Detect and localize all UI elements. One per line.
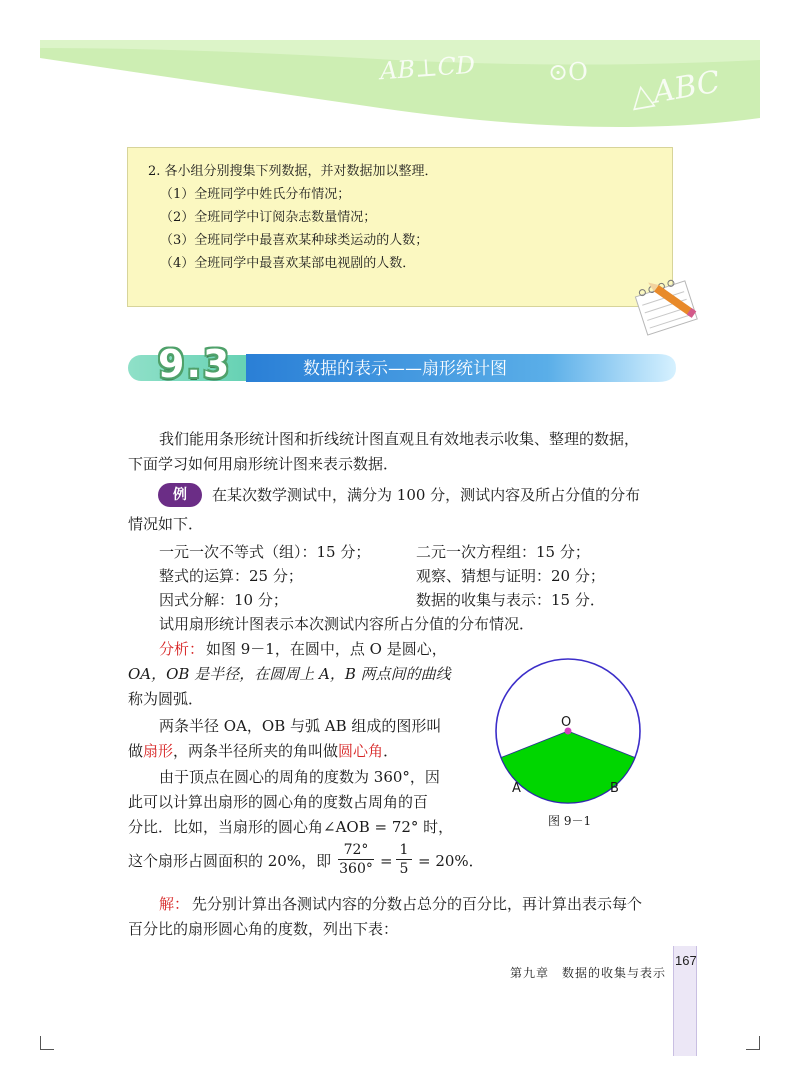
intro-paragraph-line: 我们能用条形统计图和折线统计图直观且有效地表示收集、整理的数据， [159,430,640,448]
example-text-line: 在某次数学测试中，满分为 100 分，测试内容及所占分值的分布 [212,486,641,504]
activity-item: （3）全班同学中最喜欢某种球类运动的人数； [160,233,429,248]
score-item: 二元一次方程组：15 分； [416,543,590,561]
definition-line: 两条半径 OA，OB 与弧 AB 组成的图形叫 [159,717,442,735]
explanation-line: 此可以计算出扇形的圆心角的度数占周角的百 [128,793,429,811]
fraction-numerator: 72° [338,841,374,860]
fraction-result: = 20%． [418,852,484,870]
label-a: A [512,781,521,796]
page-number: 167 [675,953,697,968]
example-text-line: 情况如下． [128,515,204,533]
solution-line: 百分比的扇形圆心角的度数，列出下表： [128,920,399,938]
activity-item: （2）全班同学中订阅杂志数量情况； [160,210,377,225]
banner-symbol-perpendicular: AB⊥CD [379,50,477,86]
label-o: O [561,715,572,730]
score-item: 整式的运算：25 分； [159,567,303,585]
analysis-line: OA，OB 是半径，在圆周上 A，B 两点间的曲线 [128,665,451,683]
definition-text: ． [383,742,399,760]
definition-text: ，两条半径所夹的角叫做 [173,742,339,760]
section-number: 9.3 [158,342,232,386]
activity-item: （4）全班同学中最喜欢某部电视剧的人数． [160,256,416,271]
banner-symbol-triangle: △ABC [627,64,723,115]
fraction-72-over-360 [338,841,374,878]
figure-caption: 图 9－1 [548,814,592,828]
solution-label: 解： [159,895,190,913]
banner-symbol-circle: ⊙O [548,58,588,86]
analysis-line: 如图 9－1，在圆中，点 O 是圆心， [206,640,447,658]
definition-text: 做 [128,742,144,760]
crop-mark-bottom-left [40,1036,54,1050]
score-item: 一元一次不等式（组）：15 分； [159,543,371,561]
explanation-line: 分比．比如，当扇形的圆心角∠AOB = 72° 时， [128,818,454,836]
explanation-line: 由于顶点在圆心的周角的度数为 360°，因 [159,768,440,786]
fraction-denominator: 5 [399,861,409,877]
crop-mark-bottom-right [746,1036,760,1050]
fraction-denominator: 360° [339,861,373,877]
score-item: 因式分解：10 分； [159,591,288,609]
label-b: B [610,781,619,796]
section-title: 数据的表示——扇形统计图 [303,359,507,379]
term-sector: 扇形 [143,742,174,760]
analysis-label: 分析： [159,640,205,658]
notepad-pencil-icon [626,272,706,342]
chapter-footer: 第九章 数据的收集与表示 [510,966,667,980]
section-heading [128,342,678,386]
task-statement: 试用扇形统计图表示本次测试内容所占分值的分布情况． [159,615,535,633]
fraction-lead-text: 这个扇形占圆面积的 20%，即 [128,852,332,870]
activity-intro: 2. 各小组分别搜集下列数据，并对数据加以整理． [148,164,438,179]
fraction-numerator: 1 [396,841,412,860]
fraction-1-over-5 [396,841,412,878]
example-badge: 例 [158,483,202,507]
activity-item: （1）全班同学中姓氏分布情况； [160,187,351,202]
analysis-line: 称为圆弧． [128,690,204,708]
score-item: 观察、猜想与证明：20 分； [416,567,605,585]
score-item: 数据的收集与表示：15 分． [416,591,605,609]
solution-line: 先分别计算出各测试内容的分数占总分的百分比，再计算出表示每个 [192,895,643,913]
definition-line-2 [128,741,398,761]
intro-paragraph-line: 下面学习如何用扇形统计图来表示数据． [128,455,399,473]
equals-sign: = [380,852,393,870]
term-central-angle: 圆心角 [338,742,384,760]
